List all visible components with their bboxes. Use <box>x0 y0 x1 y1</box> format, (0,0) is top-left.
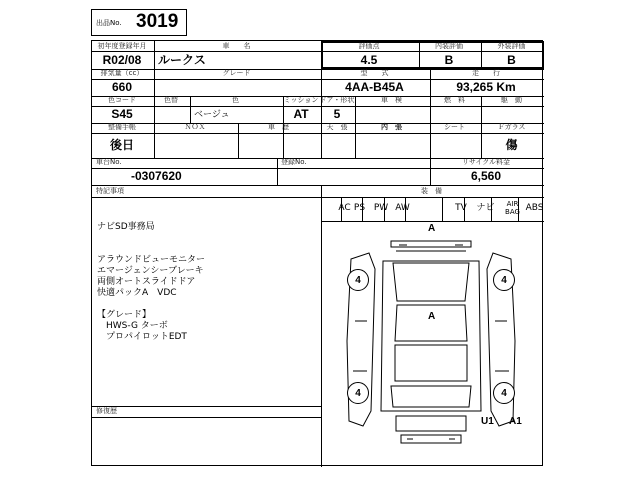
mileage-value: 93,265 Km <box>456 79 516 94</box>
inspection-value <box>354 105 429 122</box>
fuel-label: 燃 料 <box>444 96 465 104</box>
remarks-line <box>97 244 317 255</box>
grade-label: グレード <box>222 69 251 77</box>
remarks-line <box>97 299 317 310</box>
remarks-line: アラウンドビューモニター <box>97 255 206 265</box>
equipment-item: PW <box>373 203 389 213</box>
exterior-grade-value: B <box>507 52 516 67</box>
drive-label: 駆 動 <box>501 96 522 104</box>
roof-damage-mark: A <box>428 311 436 322</box>
windshield-value: 傷 <box>505 138 518 152</box>
ceiling-label: 天 張 <box>326 123 348 131</box>
displacement-label: 排気量（cc） <box>100 69 144 77</box>
remarks-line: ナビSD事務局 <box>97 222 155 232</box>
nox-label: ＮＯＸ <box>184 123 206 131</box>
transmission-value: AT <box>293 106 309 121</box>
score-value: 4.5 <box>360 52 378 67</box>
recycle-fee-value: 6,560 <box>470 168 502 183</box>
doors-value: 5 <box>333 106 341 121</box>
equipment-item <box>413 196 450 220</box>
color-label: 色 <box>232 96 239 104</box>
remarks-line: 快適パックA VDC <box>97 288 177 298</box>
remarks-line <box>97 233 317 244</box>
first-registration-value: R02/08 <box>102 52 142 67</box>
a1-damage-mark: A1 <box>509 416 522 427</box>
service-book-label: 整備手帳 <box>108 123 136 131</box>
score-label: 評価点 <box>358 42 380 50</box>
model-code-label: 型 式 <box>360 69 389 77</box>
interior-grade-label: 内装評価 <box>435 42 463 50</box>
equipment-item: ナビ <box>476 203 495 213</box>
equipment-item: AIR BAG <box>505 200 520 216</box>
rear-right-tire-mark: 4 <box>493 382 515 404</box>
equipment-item: AW <box>395 203 410 213</box>
equipment-item: PS <box>353 203 366 213</box>
front-right-tire-mark: 4 <box>493 269 515 291</box>
color-code-label: 色コード <box>108 96 136 104</box>
windshield-label: Ｆガラス <box>497 123 526 131</box>
service-book-value: 後日 <box>109 138 134 152</box>
u1-damage-mark: U1 <box>481 416 494 427</box>
model-code-value: 4AA-B45A <box>345 79 404 94</box>
equipment-label: 装 備 <box>421 187 442 195</box>
remarks-line: 【グレード】 <box>97 310 152 320</box>
drive-value <box>480 105 543 122</box>
doors-label: ドア・形状 <box>319 96 355 104</box>
front-damage-mark: A <box>428 223 436 234</box>
remarks-label: 特記事項 <box>96 187 124 195</box>
remarks-line: プロパイロットEDT <box>97 332 187 342</box>
remarks-line: HWS-G ターボ <box>97 321 168 331</box>
color-code-value: S45 <box>111 106 133 121</box>
equipment-item: ABS <box>525 203 544 213</box>
color-value: ベージュ <box>194 110 230 120</box>
transmission-label: ミッション <box>283 96 319 104</box>
lot-number-value: 3019 <box>136 11 179 32</box>
fuel-value <box>429 105 480 122</box>
front-left-tire-mark: 4 <box>347 269 369 291</box>
car-name-value: ルークス <box>158 53 206 67</box>
remarks-line: 両側オートスライドドア <box>97 277 196 287</box>
car-diagram <box>321 221 542 465</box>
remarks-line: エマージェンシーブレーキ <box>97 266 204 276</box>
rear-left-tire-mark: 4 <box>347 382 369 404</box>
history-label: 車 歴 <box>268 123 289 131</box>
equipment-row <box>320 196 543 220</box>
chassis-number-label: 車台No. <box>96 158 122 166</box>
displacement-value: 660 <box>111 79 133 94</box>
car-name-label: 車 名 <box>222 42 251 50</box>
lot-number-label: 出品No. <box>96 19 122 27</box>
seat-label: シート <box>444 123 465 131</box>
repair-history-label: 修復歴 <box>96 407 117 415</box>
exterior-grade-label: 外装評価 <box>497 42 526 50</box>
equipment-item: AC <box>338 203 351 213</box>
remarks-text <box>97 222 317 343</box>
inspection-label: 車 検 <box>381 96 402 104</box>
grade-value <box>153 78 320 95</box>
color-change-label: 色替 <box>164 96 178 104</box>
interior-grade-value: B <box>444 52 454 67</box>
equipment-item: TV <box>455 203 467 213</box>
registration-number-label: 登録No. <box>281 158 307 166</box>
lot-number-box <box>91 9 187 36</box>
interior-lining-label: 内 張 <box>381 123 402 131</box>
recycle-fee-label: リサイクル料金 <box>461 158 511 166</box>
chassis-number-value: -0307620 <box>131 168 182 183</box>
first-registration-label: 初年度登録年月 <box>97 42 147 50</box>
mileage-label: 走 行 <box>472 69 500 77</box>
